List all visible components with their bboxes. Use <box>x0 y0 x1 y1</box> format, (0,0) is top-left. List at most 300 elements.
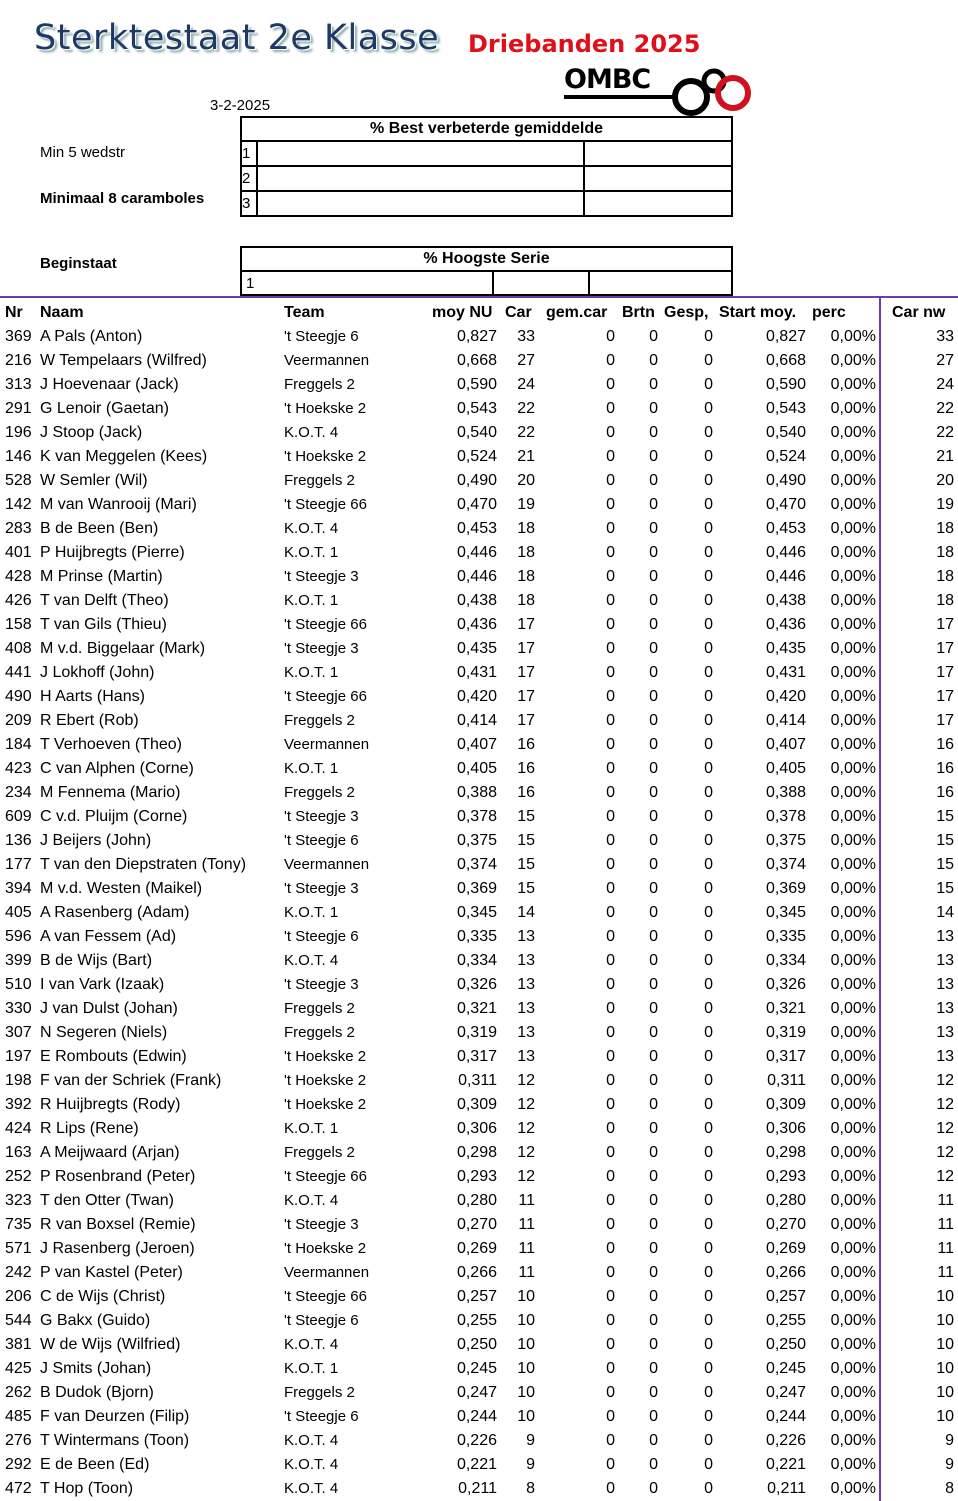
page-title: Sterktestaat 2e Klasse <box>34 18 440 58</box>
table-top-border <box>0 296 958 298</box>
cell-moy-nu: 0,298 <box>456 1144 497 1161</box>
cell-car-nw: 13 <box>936 1024 954 1041</box>
cell-brtn: 0 <box>649 568 658 585</box>
cell-brtn: 0 <box>649 832 658 849</box>
cell-team: 't Steegje 3 <box>284 880 359 897</box>
cell-brtn: 0 <box>649 592 658 609</box>
cell-car-nw: 11 <box>937 1216 954 1233</box>
cell-perc: 0,00% <box>830 328 876 345</box>
cell-start-moy: 0,257 <box>765 1288 806 1305</box>
cell-team: Veermannen <box>284 1264 370 1281</box>
cell-gem-car: 0 <box>606 1240 615 1257</box>
label-beginstaat: Beginstaat <box>40 255 117 272</box>
table-row <box>0 469 958 493</box>
cell-team: Freggels 2 <box>284 1000 355 1017</box>
cell-gem-car: 0 <box>606 352 615 369</box>
cell-start-moy: 0,414 <box>765 712 806 729</box>
cell-gem-car: 0 <box>606 400 615 417</box>
cell-gesp: 0 <box>704 904 713 921</box>
cell-naam: J Hoevenaar (Jack) <box>40 376 179 393</box>
cell-nr: 197 <box>5 1048 32 1065</box>
column-header-team: Team <box>284 304 325 321</box>
cell-car-nw: 9 <box>945 1432 954 1449</box>
cell-naam: G Lenoir (Gaetan) <box>40 400 169 417</box>
cell-start-moy: 0,827 <box>765 328 806 345</box>
cell-naam: M Fennema (Mario) <box>40 784 181 801</box>
cell-gem-car: 0 <box>606 1048 615 1065</box>
cell-nr: 146 <box>5 448 32 465</box>
cell-car-nw: 10 <box>936 1288 954 1305</box>
cell-start-moy: 0,540 <box>765 424 806 441</box>
cell-start-moy: 0,590 <box>765 376 806 393</box>
cell-team: Veermannen <box>284 736 370 753</box>
cell-moy-nu: 0,319 <box>456 1024 497 1041</box>
cell-gesp: 0 <box>704 880 713 897</box>
cell-naam: J Rasenberg (Jeroen) <box>40 1240 195 1257</box>
cell-gesp: 0 <box>704 472 713 489</box>
best-table-rank: 3 <box>241 191 257 216</box>
cell-gesp: 0 <box>704 1144 713 1161</box>
cell-car: 10 <box>517 1336 535 1353</box>
table-row <box>0 1333 958 1357</box>
cell-car: 21 <box>517 448 535 465</box>
cell-gesp: 0 <box>704 400 713 417</box>
table-row <box>0 877 958 901</box>
table-row <box>0 829 958 853</box>
cell-gesp: 0 <box>704 1456 713 1473</box>
table-row <box>0 661 958 685</box>
cell-car-nw: 18 <box>936 592 954 609</box>
cell-nr: 424 <box>5 1120 32 1137</box>
cell-perc: 0,00% <box>830 1480 876 1497</box>
cell-car: 11 <box>518 1264 535 1281</box>
cell-naam: G Bakx (Guido) <box>40 1312 151 1329</box>
cell-gesp: 0 <box>704 760 713 777</box>
cell-brtn: 0 <box>649 1048 658 1065</box>
cell-team: 't Hoekske 2 <box>284 1072 367 1089</box>
cell-moy-nu: 0,420 <box>456 688 497 705</box>
cell-car: 10 <box>517 1360 535 1377</box>
cell-start-moy: 0,311 <box>767 1072 806 1089</box>
cell-brtn: 0 <box>649 640 658 657</box>
cell-gesp: 0 <box>704 1000 713 1017</box>
cell-car-nw: 12 <box>936 1072 954 1089</box>
cell-car-nw: 24 <box>936 376 954 393</box>
cell-brtn: 0 <box>649 544 658 561</box>
cell-team: 't Steegje 3 <box>284 1216 359 1233</box>
cell-start-moy: 0,405 <box>765 760 806 777</box>
cell-car-nw: 12 <box>936 1120 954 1137</box>
cell-gesp: 0 <box>704 1384 713 1401</box>
cell-brtn: 0 <box>649 664 658 681</box>
serie-table-rank: 1 <box>241 271 493 295</box>
cell-moy-nu: 0,326 <box>456 976 497 993</box>
cell-gesp: 0 <box>704 1360 713 1377</box>
cell-start-moy: 0,280 <box>765 1192 806 1209</box>
column-header-gesp: Gesp, <box>664 304 709 321</box>
cell-moy-nu: 0,270 <box>456 1216 497 1233</box>
serie-table-title: % Hoogste Serie <box>241 247 732 271</box>
cell-naam: T den Otter (Twan) <box>40 1192 174 1209</box>
cell-gesp: 0 <box>704 1168 713 1185</box>
cell-naam: B Dudok (Bjorn) <box>40 1384 154 1401</box>
cell-moy-nu: 0,257 <box>456 1288 497 1305</box>
cell-car-nw: 20 <box>936 472 954 489</box>
cell-brtn: 0 <box>649 1360 658 1377</box>
cell-car-nw: 22 <box>936 424 954 441</box>
cell-gesp: 0 <box>704 1072 713 1089</box>
cell-gem-car: 0 <box>606 1120 615 1137</box>
cell-moy-nu: 0,255 <box>456 1312 497 1329</box>
cell-gem-car: 0 <box>606 688 615 705</box>
cell-car-nw: 10 <box>936 1360 954 1377</box>
cell-gem-car: 0 <box>606 1072 615 1089</box>
cell-nr: 283 <box>5 520 32 537</box>
cell-moy-nu: 0,269 <box>456 1240 497 1257</box>
cell-naam: F van der Schriek (Frank) <box>40 1072 222 1089</box>
cell-naam: M v.d. Biggelaar (Mark) <box>40 640 206 657</box>
cell-brtn: 0 <box>649 1336 658 1353</box>
cell-team: K.O.T. 4 <box>284 1480 339 1497</box>
cell-nr: 408 <box>5 640 32 657</box>
cell-moy-nu: 0,369 <box>456 880 497 897</box>
cell-moy-nu: 0,375 <box>456 832 497 849</box>
cell-car: 33 <box>517 328 535 345</box>
cell-gesp: 0 <box>704 1336 713 1353</box>
cell-car-nw: 10 <box>936 1408 954 1425</box>
cell-car-nw: 15 <box>936 832 954 849</box>
cell-gesp: 0 <box>704 544 713 561</box>
cell-brtn: 0 <box>649 352 658 369</box>
cell-perc: 0,00% <box>830 1336 876 1353</box>
cell-team: 't Steegje 66 <box>284 1288 367 1305</box>
table-row <box>0 997 958 1021</box>
cell-start-moy: 0,226 <box>765 1432 806 1449</box>
cell-brtn: 0 <box>649 1384 658 1401</box>
cell-start-moy: 0,345 <box>765 904 806 921</box>
date: 3-2-2025 <box>210 97 271 114</box>
cell-car: 11 <box>518 1216 535 1233</box>
cell-naam: C van Alphen (Corne) <box>40 760 194 777</box>
cell-team: K.O.T. 4 <box>284 1336 339 1353</box>
cell-car: 10 <box>517 1312 535 1329</box>
cell-team: 't Steegje 3 <box>284 808 359 825</box>
cell-car-nw: 13 <box>936 1000 954 1017</box>
cell-start-moy: 0,374 <box>765 856 806 873</box>
cell-naam: A van Fessem (Ad) <box>40 928 177 945</box>
cell-car: 12 <box>517 1144 535 1161</box>
cell-start-moy: 0,388 <box>765 784 806 801</box>
cell-naam: M v.d. Westen (Maikel) <box>40 880 203 897</box>
table-row <box>0 925 958 949</box>
cell-perc: 0,00% <box>830 784 876 801</box>
cell-nr: 158 <box>5 616 32 633</box>
cell-moy-nu: 0,244 <box>456 1408 497 1425</box>
cell-naam: E Rombouts (Edwin) <box>40 1048 187 1065</box>
cell-gem-car: 0 <box>606 736 615 753</box>
cell-brtn: 0 <box>649 712 658 729</box>
cell-gem-car: 0 <box>606 880 615 897</box>
cell-moy-nu: 0,266 <box>456 1264 497 1281</box>
cell-nr: 184 <box>5 736 32 753</box>
cell-moy-nu: 0,470 <box>456 496 497 513</box>
cell-gem-car: 0 <box>606 640 615 657</box>
cell-perc: 0,00% <box>830 1168 876 1185</box>
cell-perc: 0,00% <box>830 496 876 513</box>
cell-car-nw: 10 <box>936 1384 954 1401</box>
cell-moy-nu: 0,524 <box>456 448 497 465</box>
cell-car: 17 <box>517 640 535 657</box>
cell-brtn: 0 <box>649 1216 658 1233</box>
cell-car-nw: 13 <box>936 928 954 945</box>
cell-gesp: 0 <box>704 568 713 585</box>
cell-start-moy: 0,438 <box>765 592 806 609</box>
cell-gem-car: 0 <box>606 328 615 345</box>
cell-gesp: 0 <box>704 1240 713 1257</box>
table-row <box>0 613 958 637</box>
cell-car: 16 <box>517 760 535 777</box>
cell-gem-car: 0 <box>606 1144 615 1161</box>
cell-brtn: 0 <box>649 736 658 753</box>
cell-car-nw: 17 <box>936 664 954 681</box>
cell-car: 15 <box>517 832 535 849</box>
cell-moy-nu: 0,405 <box>456 760 497 777</box>
cell-gem-car: 0 <box>606 1192 615 1209</box>
cell-moy-nu: 0,590 <box>456 376 497 393</box>
cell-car: 20 <box>517 472 535 489</box>
cell-nr: 242 <box>5 1264 32 1281</box>
cell-car-nw: 16 <box>936 736 954 753</box>
table-row <box>0 733 958 757</box>
cell-naam: R Lips (Rene) <box>40 1120 139 1137</box>
cell-brtn: 0 <box>649 1192 658 1209</box>
cell-start-moy: 0,326 <box>765 976 806 993</box>
cell-perc: 0,00% <box>830 1048 876 1065</box>
column-header-moy-nu: moy NU <box>432 304 493 321</box>
cell-car-nw: 9 <box>945 1456 954 1473</box>
column-header-car-nw: Car nw <box>892 304 946 321</box>
cell-brtn: 0 <box>649 448 658 465</box>
cell-moy-nu: 0,317 <box>456 1048 497 1065</box>
table-row <box>0 517 958 541</box>
table-row <box>0 973 958 997</box>
cell-brtn: 0 <box>649 1096 658 1113</box>
cell-moy-nu: 0,378 <box>456 808 497 825</box>
cell-brtn: 0 <box>649 472 658 489</box>
cell-moy-nu: 0,435 <box>456 640 497 657</box>
cell-moy-nu: 0,668 <box>456 352 497 369</box>
table-row <box>0 541 958 565</box>
cell-perc: 0,00% <box>830 1072 876 1089</box>
cell-brtn: 0 <box>649 1072 658 1089</box>
cell-gem-car: 0 <box>606 568 615 585</box>
cell-car-nw: 22 <box>936 400 954 417</box>
cell-team: 't Steegje 6 <box>284 832 359 849</box>
cell-naam: M van Wanrooij (Mari) <box>40 496 197 513</box>
cell-start-moy: 0,470 <box>765 496 806 513</box>
cell-car: 11 <box>518 1192 535 1209</box>
cell-nr: 291 <box>5 400 32 417</box>
cell-perc: 0,00% <box>830 1456 876 1473</box>
cell-naam: T van den Diepstraten (Tony) <box>40 856 247 873</box>
cell-car-nw: 33 <box>936 328 954 345</box>
cell-brtn: 0 <box>649 376 658 393</box>
best-table-title: % Best verbeterde gemiddelde <box>241 117 732 141</box>
cell-start-moy: 0,453 <box>765 520 806 537</box>
cell-brtn: 0 <box>649 328 658 345</box>
cell-team: 't Hoekske 2 <box>284 1240 367 1257</box>
cell-gem-car: 0 <box>606 424 615 441</box>
cell-brtn: 0 <box>649 1168 658 1185</box>
table-row <box>0 445 958 469</box>
cell-car-nw: 17 <box>936 712 954 729</box>
cell-moy-nu: 0,436 <box>456 616 497 633</box>
cell-perc: 0,00% <box>830 952 876 969</box>
table-row <box>0 349 958 373</box>
cell-moy-nu: 0,345 <box>456 904 497 921</box>
cell-naam: H Aarts (Hans) <box>40 688 145 705</box>
cell-gem-car: 0 <box>606 1024 615 1041</box>
cell-team: K.O.T. 1 <box>284 1120 339 1137</box>
cell-car: 8 <box>526 1480 535 1497</box>
cell-car: 14 <box>517 904 535 921</box>
cell-car: 13 <box>517 1048 535 1065</box>
cell-car: 18 <box>517 544 535 561</box>
cell-brtn: 0 <box>649 928 658 945</box>
cell-team: 't Steegje 6 <box>284 1408 359 1425</box>
cell-start-moy: 0,245 <box>765 1360 806 1377</box>
cell-car: 13 <box>517 928 535 945</box>
cell-nr: 405 <box>5 904 32 921</box>
table-row <box>0 757 958 781</box>
cell-moy-nu: 0,293 <box>456 1168 497 1185</box>
cell-moy-nu: 0,388 <box>456 784 497 801</box>
table-row <box>0 1093 958 1117</box>
cell-car: 17 <box>517 616 535 633</box>
cell-brtn: 0 <box>649 952 658 969</box>
cell-gesp: 0 <box>704 328 713 345</box>
cell-team: Freggels 2 <box>284 1384 355 1401</box>
cell-gesp: 0 <box>704 1120 713 1137</box>
cell-moy-nu: 0,453 <box>456 520 497 537</box>
cell-perc: 0,00% <box>830 1192 876 1209</box>
cell-car-nw: 13 <box>936 1048 954 1065</box>
cell-nr: 490 <box>5 688 32 705</box>
cell-gem-car: 0 <box>606 520 615 537</box>
table-header-row <box>0 301 958 325</box>
cell-naam: B de Wijs (Bart) <box>40 952 153 969</box>
cell-nr: 394 <box>5 880 32 897</box>
cell-brtn: 0 <box>649 400 658 417</box>
cell-team: K.O.T. 1 <box>284 760 339 777</box>
table-row <box>0 1165 958 1189</box>
cell-car-nw: 17 <box>936 640 954 657</box>
logo-text: OMBC <box>564 64 651 95</box>
column-header-naam: Naam <box>40 304 84 321</box>
cell-start-moy: 0,431 <box>765 664 806 681</box>
cell-perc: 0,00% <box>830 1120 876 1137</box>
cell-brtn: 0 <box>649 496 658 513</box>
cell-naam: P van Kastel (Peter) <box>40 1264 183 1281</box>
cell-gem-car: 0 <box>606 376 615 393</box>
cell-start-moy: 0,369 <box>765 880 806 897</box>
cell-start-moy: 0,446 <box>765 568 806 585</box>
cell-moy-nu: 0,446 <box>456 568 497 585</box>
cell-team: K.O.T. 4 <box>284 1432 339 1449</box>
cell-naam: J van Dulst (Johan) <box>40 1000 178 1017</box>
cell-team: 't Steegje 66 <box>284 616 367 633</box>
cell-moy-nu: 0,226 <box>456 1432 497 1449</box>
cell-car-nw: 13 <box>936 952 954 969</box>
cell-perc: 0,00% <box>830 1384 876 1401</box>
cell-perc: 0,00% <box>830 448 876 465</box>
cell-car: 12 <box>517 1120 535 1137</box>
cell-nr: 381 <box>5 1336 32 1353</box>
cell-gesp: 0 <box>704 1216 713 1233</box>
cell-nr: 234 <box>5 784 32 801</box>
cell-car: 13 <box>517 952 535 969</box>
cell-naam: C v.d. Pluijm (Corne) <box>40 808 188 825</box>
cell-car-nw: 15 <box>936 856 954 873</box>
table-row <box>0 397 958 421</box>
cell-perc: 0,00% <box>830 1408 876 1425</box>
column-header-brtn: Brtn <box>622 304 655 321</box>
cell-team: Freggels 2 <box>284 784 355 801</box>
table-row <box>0 1309 958 1333</box>
cell-car-nw: 15 <box>936 880 954 897</box>
table-row <box>0 1045 958 1069</box>
cell-team: Freggels 2 <box>284 712 355 729</box>
cell-gem-car: 0 <box>606 448 615 465</box>
cell-nr: 596 <box>5 928 32 945</box>
cell-car-nw: 18 <box>936 520 954 537</box>
cell-car-nw: 18 <box>936 544 954 561</box>
cell-start-moy: 0,436 <box>765 616 806 633</box>
cell-team: K.O.T. 4 <box>284 1192 339 1209</box>
cell-perc: 0,00% <box>830 1144 876 1161</box>
cell-gem-car: 0 <box>606 1360 615 1377</box>
cell-brtn: 0 <box>649 784 658 801</box>
cell-team: 't Steegje 6 <box>284 1312 359 1329</box>
cell-car: 13 <box>517 1000 535 1017</box>
cell-gesp: 0 <box>704 592 713 609</box>
cell-car: 11 <box>518 1240 535 1257</box>
cell-gesp: 0 <box>704 688 713 705</box>
best-verbeterd-table <box>240 116 733 217</box>
cell-perc: 0,00% <box>830 1288 876 1305</box>
cell-brtn: 0 <box>649 616 658 633</box>
cell-perc: 0,00% <box>830 520 876 537</box>
cell-team: 't Hoekske 2 <box>284 1096 367 1113</box>
cell-car: 24 <box>517 376 535 393</box>
cell-moy-nu: 0,490 <box>456 472 497 489</box>
column-header-nr: Nr <box>5 304 23 321</box>
cell-nr: 330 <box>5 1000 32 1017</box>
cell-start-moy: 0,446 <box>765 544 806 561</box>
table-row <box>0 853 958 877</box>
cell-gesp: 0 <box>704 616 713 633</box>
cell-team: 't Steegje 6 <box>284 328 359 345</box>
cell-gem-car: 0 <box>606 760 615 777</box>
cell-start-moy: 0,250 <box>765 1336 806 1353</box>
cell-naam: A Meijwaard (Arjan) <box>40 1144 180 1161</box>
cell-nr: 369 <box>5 328 32 345</box>
cell-gesp: 0 <box>704 784 713 801</box>
cell-car: 27 <box>517 352 535 369</box>
cell-nr: 313 <box>5 376 32 393</box>
cell-nr: 571 <box>5 1240 32 1257</box>
cell-moy-nu: 0,334 <box>456 952 497 969</box>
